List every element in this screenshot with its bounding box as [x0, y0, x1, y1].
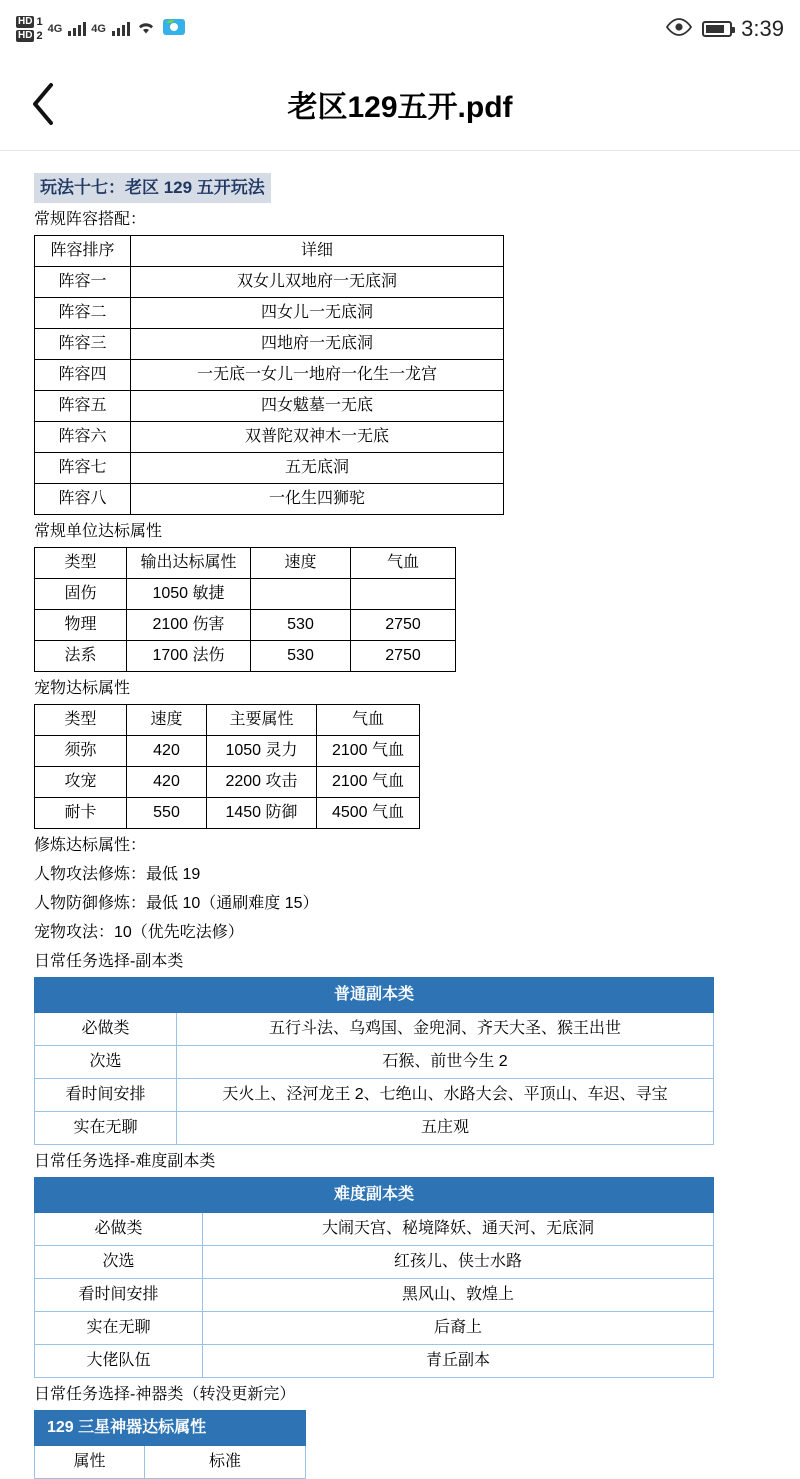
cell-detail: 五无底洞: [131, 452, 504, 483]
cell-category: 实在无聊: [35, 1111, 177, 1144]
wifi-icon: [135, 18, 157, 41]
cell-type: 耐卡: [35, 797, 127, 828]
cell-type: 须弥: [35, 735, 127, 766]
cell-category: 大佬队伍: [35, 1344, 203, 1377]
cell-speed: 530: [251, 609, 351, 640]
cell-speed: 530: [251, 640, 351, 671]
cell-content: 红孩儿、侠士水路: [203, 1245, 714, 1278]
table-row: [35, 797, 420, 828]
network-type-2-label: 4G: [91, 23, 106, 35]
col-header-standard: 标准: [145, 1445, 306, 1478]
table-title-row: [35, 977, 714, 1012]
cell-type: 物理: [35, 609, 127, 640]
artifact-attribute-table: [34, 1410, 306, 1479]
cell-hp: 4500 气血: [317, 797, 420, 828]
daily-artifact-label: 日常任务选择-神器类（转没更新完）: [34, 1385, 296, 1403]
cell-category: 看时间安排: [35, 1078, 177, 1111]
table-row: [35, 735, 420, 766]
cell-hp: 2750: [351, 609, 456, 640]
cell-detail: 双女儿双地府一无底洞: [131, 266, 504, 297]
cultivation-line-3: 宠物攻法：10（优先吃法修）: [34, 923, 244, 941]
table-row: [35, 1245, 714, 1278]
cell-order: 阵容八: [35, 483, 131, 514]
pet-section-label: 宠物达标属性: [34, 679, 131, 697]
col-header-speed: 速度: [251, 547, 351, 578]
table-row: [35, 609, 456, 640]
daily-hard-label: 日常任务选择-难度副本类: [34, 1152, 216, 1170]
table-row: [35, 359, 504, 390]
hd-label-1: HD: [18, 16, 33, 27]
table-row: [35, 1111, 714, 1144]
cell-hp: 2750: [351, 640, 456, 671]
attr-section-label: 常规单位达标属性: [34, 522, 163, 540]
document-heading-wrap: [34, 173, 766, 203]
hard-dungeon-title: 难度副本类: [35, 1177, 714, 1212]
col-header-order: 阵容排序: [35, 235, 131, 266]
cell-category: 次选: [35, 1245, 203, 1278]
battery-icon: [702, 21, 732, 37]
cell-content: 天火上、泾河龙王 2、七绝山、水路大会、平顶山、车迟、寻宝: [177, 1078, 714, 1111]
cell-type: 法系: [35, 640, 127, 671]
cell-main-attr: 1050 灵力: [207, 735, 317, 766]
page-title: 老区129五开.pdf: [287, 91, 513, 124]
network-type-1-label: 4G: [47, 23, 63, 35]
cell-category: 必做类: [35, 1012, 177, 1045]
document-viewer[interactable]: [0, 150, 800, 1470]
cell-content: 青丘副本: [203, 1344, 714, 1377]
cell-order: 阵容四: [35, 359, 131, 390]
hard-dungeon-table: [34, 1177, 714, 1378]
table-row: [35, 640, 456, 671]
cell-main-attr: 1450 防御: [207, 797, 317, 828]
cell-hp: 2100 气血: [317, 735, 420, 766]
table-row: [35, 1012, 714, 1045]
col-header-output: 输出达标属性: [127, 547, 251, 578]
daily-normal-label: 日常任务选择-副本类: [34, 952, 184, 970]
sim2-number: 2: [36, 30, 43, 42]
sim1-number: 1: [36, 16, 43, 28]
table-row: [35, 452, 504, 483]
cell-category: 次选: [35, 1045, 177, 1078]
eye-care-icon: [665, 18, 693, 41]
cell-speed: 420: [127, 766, 207, 797]
cell-detail: 双普陀双神木一无底: [131, 421, 504, 452]
table-header-row: [35, 547, 456, 578]
cell-type: 攻宠: [35, 766, 127, 797]
cell-detail: 一无底一女儿一地府一化生一龙宫: [131, 359, 504, 390]
normal-dungeon-table: [34, 977, 714, 1145]
cell-order: 阵容六: [35, 421, 131, 452]
cell-content: 黑风山、敦煌上: [203, 1278, 714, 1311]
cell-content: 五庄观: [177, 1111, 714, 1144]
cell-speed: 420: [127, 735, 207, 766]
table-row: [35, 390, 504, 421]
cell-category: 实在无聊: [35, 1311, 203, 1344]
cultivation-label: 修炼达标属性：: [34, 836, 147, 854]
cell-output: 1050 敏捷: [127, 578, 251, 609]
table-row: [35, 421, 504, 452]
cell-order: 阵容二: [35, 297, 131, 328]
back-button[interactable]: [20, 80, 68, 128]
signal-bars-2-icon: [112, 22, 130, 36]
table-row: [35, 328, 504, 359]
table-row: [35, 1344, 714, 1377]
normal-dungeon-title: 普通副本类: [35, 977, 714, 1012]
cell-detail: 四女儿一无底洞: [131, 297, 504, 328]
status-bar-left: [16, 16, 186, 42]
cell-order: 阵容七: [35, 452, 131, 483]
status-bar-right: [665, 16, 784, 42]
table-row: [35, 483, 504, 514]
screenshot-icon: [162, 17, 186, 42]
col-header-main-attr: 主要属性: [207, 704, 317, 735]
cell-order: 阵容三: [35, 328, 131, 359]
cell-detail: 一化生四狮驼: [131, 483, 504, 514]
cell-order: 阵容一: [35, 266, 131, 297]
cell-detail: 四地府一无底洞: [131, 328, 504, 359]
col-header-hp: 气血: [351, 547, 456, 578]
table-row: [35, 1212, 714, 1245]
table-header-row: [35, 1445, 306, 1478]
signal-bars-1-icon: [68, 22, 86, 36]
unit-attribute-table: [34, 547, 456, 672]
title-bar: [0, 58, 800, 150]
table-row: [35, 1045, 714, 1078]
col-header-detail: 详细: [131, 235, 504, 266]
table-row: [35, 578, 456, 609]
table-row: [35, 1278, 714, 1311]
col-header-hp: 气血: [317, 704, 420, 735]
table-row: [35, 297, 504, 328]
cell-detail: 四女魃墓一无底: [131, 390, 504, 421]
cell-output: 1700 法伤: [127, 640, 251, 671]
cell-main-attr: 2200 攻击: [207, 766, 317, 797]
formation-section-label: 常规阵容搭配：: [34, 210, 147, 228]
hd-indicators: [16, 16, 43, 42]
hd-label-2: HD: [18, 30, 33, 41]
col-header-speed: 速度: [127, 704, 207, 735]
table-row: [35, 766, 420, 797]
cell-type: 固伤: [35, 578, 127, 609]
cell-category: 必做类: [35, 1212, 203, 1245]
formation-table: [34, 235, 504, 515]
cell-content: 石猴、前世今生 2: [177, 1045, 714, 1078]
table-row: [35, 266, 504, 297]
document-heading: 玩法十七：老区 129 五开玩法: [34, 173, 271, 203]
cultivation-line-1: 人物攻法修炼：最低 19: [34, 865, 201, 883]
cell-content: 大闹天宫、秘境降妖、通天河、无底洞: [203, 1212, 714, 1245]
table-title-row: [35, 1177, 714, 1212]
col-header-type: 类型: [35, 704, 127, 735]
table-header-row: [35, 235, 504, 266]
chevron-left-icon: [29, 81, 59, 127]
cell-speed: [251, 578, 351, 609]
pet-attribute-table: [34, 704, 420, 829]
status-bar: [0, 0, 800, 58]
cell-order: 阵容五: [35, 390, 131, 421]
cell-content: 后裔上: [203, 1311, 714, 1344]
col-header-type: 类型: [35, 547, 127, 578]
hd-sim2-indicator: [16, 30, 43, 42]
artifact-table-title: 129 三星神器达标属性: [35, 1410, 306, 1445]
table-row: [35, 1311, 714, 1344]
cell-hp: [351, 578, 456, 609]
cell-output: 2100 伤害: [127, 609, 251, 640]
table-header-row: [35, 704, 420, 735]
cell-content: 五行斗法、乌鸡国、金兜洞、齐天大圣、猴王出世: [177, 1012, 714, 1045]
clock-label: 3:39: [741, 16, 784, 41]
cultivation-line-2: 人物防御修炼：最低 10（通刷难度 15）: [34, 894, 319, 912]
cell-category: 看时间安排: [35, 1278, 203, 1311]
table-row: [35, 1078, 714, 1111]
table-title-row: [35, 1410, 306, 1445]
hd-sim1-indicator: [16, 16, 43, 28]
col-header-attribute: 属性: [35, 1445, 145, 1478]
cell-speed: 550: [127, 797, 207, 828]
cell-hp: 2100 气血: [317, 766, 420, 797]
